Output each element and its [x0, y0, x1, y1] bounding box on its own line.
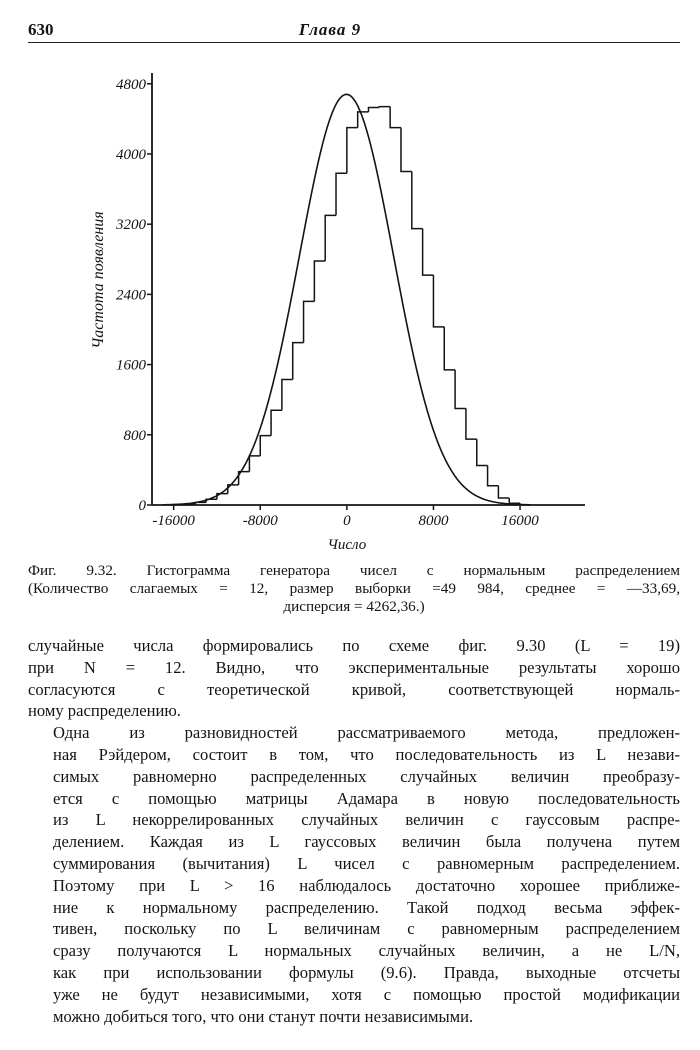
histogram-bin: [379, 107, 390, 108]
x-tick-label: -16000: [152, 513, 195, 529]
histogram-bin: [466, 408, 477, 439]
text-line: симых равномерно распределенных случайных величин преобразу-: [53, 766, 680, 786]
caption-line: дисперсия = 4262,36.): [283, 598, 425, 615]
page-header: [0, 0, 700, 48]
y-tick-label: 4800: [116, 76, 146, 93]
header-rule: [28, 42, 680, 43]
text-line: тивен, поскольку по L величинам с равномерным распределением: [53, 919, 680, 939]
x-tick-label: 8000: [418, 513, 449, 529]
text-line: ному распределению.: [28, 701, 181, 721]
text-line: Поэтому при L > 16 наблюдалось достаточно хорошее приближе-: [53, 875, 680, 895]
paragraph-1: [28, 635, 680, 722]
text-line: Одна из разновидностей рассматриваемого метода, предложен-: [53, 723, 680, 743]
x-axis-label: Число: [327, 537, 367, 553]
histogram-bin: [477, 439, 488, 465]
text-line: ется с помощью матрицы Адамара в новую последовательность: [53, 788, 680, 808]
y-tick-label: 0: [138, 498, 146, 514]
y-tick-label: 3200: [116, 217, 146, 234]
text-line: как при использовании формулы (9.6). Правда, выходные отсчеты: [53, 962, 680, 982]
y-tick-label: 1600: [116, 357, 146, 374]
histogram-bin: [260, 436, 271, 456]
text-line: суммирования (вычитания) L чисел с равномерным распределением.: [53, 853, 680, 873]
x-tick-label: -8000: [242, 513, 278, 529]
histogram-bin: [455, 370, 466, 409]
text-line: делением. Каждая из L гауссовых величин была получена путем: [53, 832, 680, 852]
text-line: можно добиться того, что они станут почти независимыми.: [53, 1006, 474, 1026]
histogram-bin: [336, 173, 347, 215]
histogram-bin: [509, 498, 520, 503]
histogram-bin: [423, 229, 434, 276]
y-tick-label: 800: [123, 427, 146, 444]
histogram-bin: [325, 215, 336, 261]
figure-caption: [28, 562, 680, 616]
x-tick-label: 0: [343, 513, 351, 529]
histogram-bin: [271, 410, 282, 435]
histogram-bin: [314, 261, 325, 301]
text-line: случайные числа формировались по схеме фиг. 9.30 (L = 19): [28, 636, 680, 655]
caption-line: Фиг. 9.32. Гистограмма генератора чисел с нормальным распределением: [28, 562, 680, 579]
histogram-bin: [401, 128, 412, 172]
text-line: сразу получаются L нормальных случайных величин, а не L/N,: [53, 941, 680, 961]
histogram-bin: [498, 486, 509, 498]
text-line: уже не будут независимыми, хотя с помощью простой модификации: [53, 984, 680, 1004]
text-line: согласуются с теоретической кривой, соответствующей нормаль-: [28, 679, 680, 699]
y-axis-label: Частота появления: [90, 211, 107, 349]
x-axis-ticks: [152, 505, 539, 529]
y-axis-ticks: [115, 77, 152, 514]
histogram-bin: [282, 380, 293, 411]
histogram-bin: [488, 466, 499, 486]
running-title: Глава 9: [298, 20, 362, 39]
x-tick-label: 16000: [501, 513, 539, 529]
paragraph-2: [28, 722, 680, 1027]
text-line: при N = 12. Видно, что экспериментальные результаты хорошо: [28, 657, 680, 677]
body-text: [28, 635, 680, 1027]
histogram-chart: [0, 55, 700, 555]
text-line: ние к нормальному распределению. Такой подход весьма эффек-: [53, 897, 680, 917]
text-line: из L некоррелированных случайных величин с гауссовым распре-: [53, 810, 680, 830]
text-line: ная Рэйдером, состоит в том, что последовательность из L незави-: [53, 744, 680, 764]
histogram-bin: [304, 301, 315, 342]
histogram-bin: [293, 343, 304, 380]
histogram-bin: [390, 107, 401, 128]
histogram-bin: [412, 172, 423, 229]
histogram-bin: [369, 107, 380, 111]
caption-line: (Количество слагаемых = 12, размер выборки =49 984, среднее = —33,69,: [28, 580, 680, 597]
histogram-bin: [347, 128, 358, 174]
page-number: 630: [28, 20, 54, 39]
y-tick-label: 4000: [116, 146, 146, 163]
histogram-bin: [444, 327, 455, 370]
histogram-bin: [433, 275, 444, 327]
y-tick-label: 2400: [116, 287, 146, 304]
histogram-bin: [249, 456, 260, 472]
chart-series: [163, 94, 531, 505]
